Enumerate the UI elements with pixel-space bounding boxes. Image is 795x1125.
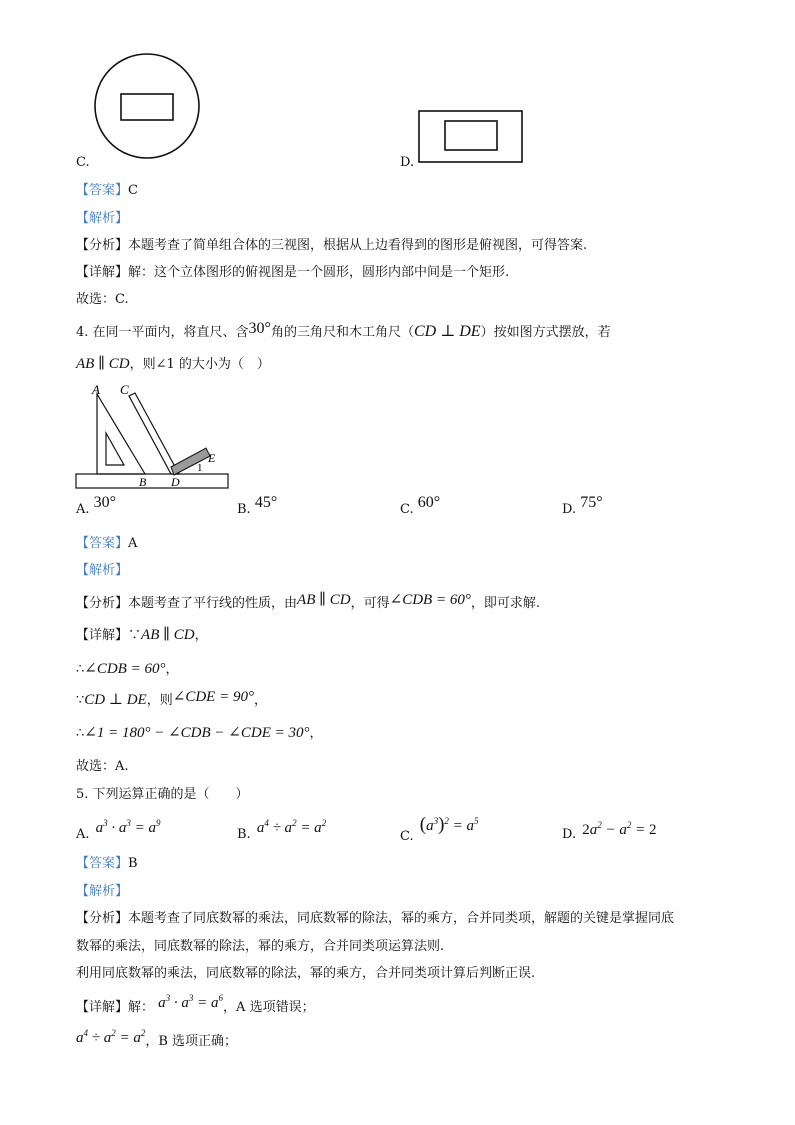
detail-math: ∠CDB = 60°: [84, 661, 166, 677]
q4-detail-line3: [76, 689, 267, 709]
carpenter-square-arm: [129, 393, 179, 474]
q4-jiexi-label: 【解析】: [76, 563, 129, 578]
option-label: C.: [400, 502, 414, 517]
comma: ，: [165, 662, 179, 677]
q5-detail-line2: [76, 1030, 237, 1050]
q3-detail-line: [76, 261, 509, 280]
detail-text: 解：这个立体图形的俯视图是一个圆形，圆形内部中间是一个矩形.: [128, 265, 510, 280]
therefore-symbol: ∴: [76, 726, 85, 741]
q4-answer-line: [76, 532, 137, 551]
answer-value: A: [128, 536, 138, 551]
option-label: D.: [562, 502, 577, 517]
stem-perp: CD ⊥ DE: [413, 323, 481, 340]
analysis-text: 本题考查了同底数幂的乘法，同底数幂的除法，幂的乘方，合并同类项，解题的关键是掌握同底: [128, 911, 675, 926]
ruler: [76, 474, 228, 488]
label-a: A: [92, 382, 100, 397]
analysis-text: 本题考查了简单组合体的三视图，根据从上边看得到的图形是俯视图，可得答案.: [128, 238, 588, 253]
option-value: 45°: [254, 494, 278, 511]
q4-analysis-line: [76, 592, 540, 612]
analysis-text: 本题考查了平行线的性质，由: [128, 596, 298, 611]
q3-jiexi-label: 【解析】: [76, 211, 129, 226]
q3-choice: 故选：C.: [76, 292, 129, 307]
q3-analysis-line: [76, 234, 587, 253]
detail-label: 【详解】: [76, 628, 129, 643]
label-angle-1: 1: [197, 462, 203, 474]
carpenter-square-short-arm: [171, 448, 210, 475]
because-symbol: ∵: [128, 628, 142, 643]
option-label: B.: [237, 502, 251, 517]
option-label: A.: [76, 827, 90, 842]
q5-analysis-line3: 利用同底数幂的乘法，同底数幂的除法，幂的乘方，合并同类项计算后判断正误.: [76, 966, 536, 981]
option-label: C.: [400, 829, 414, 844]
stem-text: ）按如图方式摆放，若: [480, 325, 611, 340]
detail-b-expr: $a^4 \div a^2 = a^2$: [76, 1028, 146, 1046]
q4-detail-line1: [76, 624, 208, 644]
answer-label: 【答案】: [76, 183, 129, 198]
comma: ，: [253, 693, 267, 708]
label-e: E: [208, 451, 216, 465]
detail-a-expr: $a^3 \cdot a^3 = a^6$: [158, 993, 224, 1011]
q5-detail-line1: [76, 993, 315, 1016]
therefore-symbol: ∴: [76, 662, 85, 677]
analysis-math: ∠CDB = 60°: [389, 592, 471, 608]
option-c-expr: $(a^3)^2 = a^5$: [419, 814, 479, 835]
q5-option-b: [237, 818, 327, 843]
answer-value: C: [128, 183, 138, 198]
detail-math: AB ∥ CD: [141, 627, 195, 643]
q5-option-d: [562, 820, 657, 843]
q4-option-b: [237, 494, 278, 518]
option-value: 60°: [417, 494, 441, 511]
label-b: B: [139, 475, 147, 489]
set-square-outer: [97, 394, 145, 474]
q4-stem-line2: [76, 353, 270, 373]
analysis-label: 【分析】: [76, 238, 129, 253]
comma: ，: [194, 628, 208, 643]
q5-stem: 5. 下列运算正确的是（ ）: [76, 787, 249, 802]
q3-option-d-label: D.: [400, 155, 415, 170]
answer-label: 【答案】: [76, 536, 129, 551]
analysis-label: 【分析】: [76, 911, 129, 926]
q4-detail-line4: [76, 722, 323, 742]
detail-math: ∠CDE = 90°: [172, 689, 254, 705]
detail-intro: 解：: [128, 1000, 155, 1015]
q5-analysis-line1: [76, 907, 674, 926]
comma: ，: [309, 726, 323, 741]
label-c: C: [120, 382, 129, 397]
q4-detail-line2: [76, 658, 179, 678]
analysis-math: AB ∥ CD: [297, 592, 351, 608]
q5-answer-line: [76, 852, 138, 871]
q4-choice: 故选：A.: [76, 759, 129, 774]
stem-text: 角的三角尺和木工角尺（: [270, 325, 414, 340]
answer-label: 【答案】: [76, 856, 129, 871]
analysis-label: 【分析】: [76, 596, 129, 611]
option-d-figure: [418, 110, 526, 166]
option-label: B.: [237, 827, 251, 842]
then-text: ，则: [146, 693, 173, 708]
detail-b-tail: ，B 选项正确；: [145, 1034, 238, 1049]
option-a-expr: $a^3 \cdot a^3 = a^9$: [95, 818, 161, 836]
detail-math: ∠1 = 180° − ∠CDB − ∠CDE = 30°: [84, 725, 310, 741]
stem-parallel: AB ∥ CD: [76, 356, 130, 372]
option-value: 30°: [93, 494, 117, 511]
option-c-figure: [90, 50, 210, 162]
detail-label: 【详解】: [76, 1000, 129, 1015]
because-symbol: ∵: [76, 693, 85, 708]
option-d-expr: $2a^2 - a^2 = 2$: [582, 820, 657, 838]
q4-option-d: [562, 494, 603, 518]
q5-analysis-line2: 数幂的乘法，同底数幂的除法，幂的乘方，合并同类项运算法则.: [76, 939, 445, 954]
detail-label: 【详解】: [76, 265, 129, 280]
option-label: A.: [76, 502, 90, 517]
stem-text: ，则∠1 的大小为（ ）: [129, 357, 270, 372]
q5-option-c: [400, 814, 479, 846]
q3-option-c-label: C.: [76, 155, 90, 170]
q3-answer-line: [76, 179, 138, 198]
stem-text: 4. 在同一平面内，将直尺、含: [76, 325, 249, 340]
q5-jiexi-label: 【解析】: [76, 884, 129, 899]
q4-option-a: [76, 494, 117, 518]
option-b-expr: $a^4 \div a^2 = a^2$: [256, 818, 327, 836]
q4-figure: [75, 380, 235, 492]
set-square-inner: [106, 433, 124, 465]
detail-math: CD ⊥ DE: [84, 692, 147, 708]
q4-option-c: [400, 494, 441, 518]
label-d: D: [171, 475, 180, 489]
analysis-text: ，即可求解.: [470, 596, 540, 611]
option-value: 75°: [580, 494, 603, 511]
q5-option-a: [76, 818, 161, 843]
detail-a-tail: ，A 选项错误；: [223, 1000, 315, 1015]
q4-stem-line1: [76, 320, 611, 341]
analysis-text: ，可得: [350, 596, 390, 611]
answer-value: B: [128, 856, 138, 871]
option-label: D.: [562, 827, 577, 842]
stem-angle: 30°: [248, 320, 271, 337]
